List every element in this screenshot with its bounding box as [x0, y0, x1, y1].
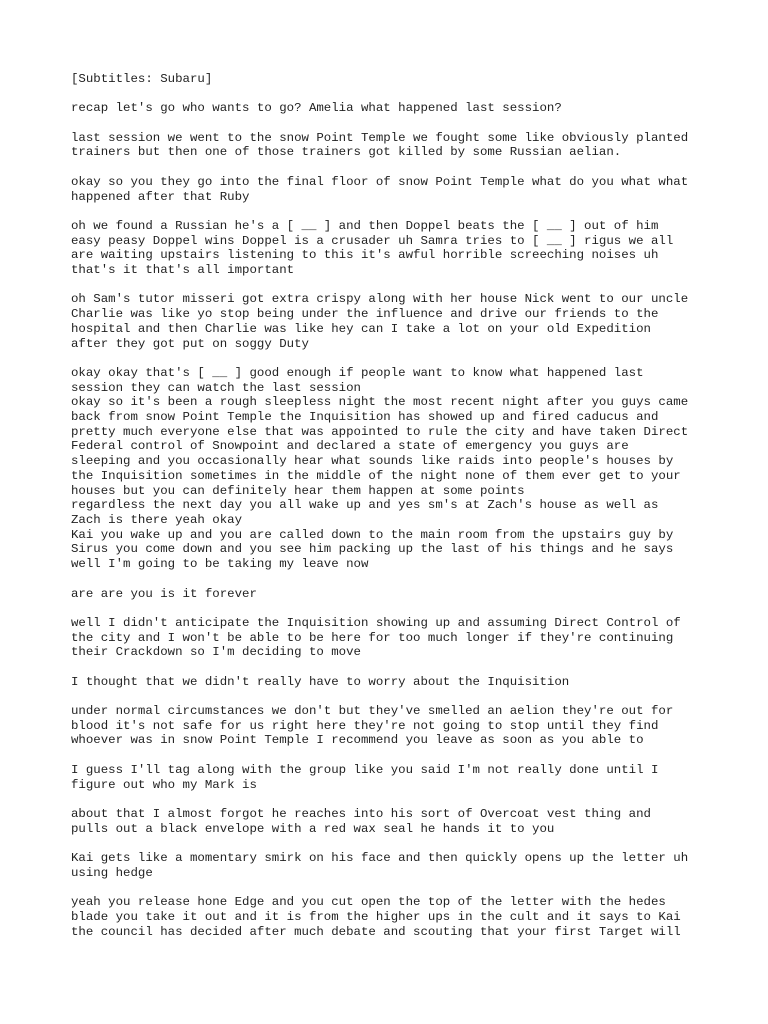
transcript-paragraph: oh we found a Russian he's a [ __ ] and then Doppel beats the [ __ ] out of him easy peasy Doppel wins Doppel is a crusader uh Samra tries to [ __ ] rigus we all are waiting upstairs listening to this it's awful horrible screeching noises uh that's it that's all important	[71, 218, 674, 278]
transcript-paragraph: well I didn't anticipate the Inquisition showing up and assuming Direct Control of the city and I won't be able to be here for too much longer if they're continuing their Crackdown so I'm deciding to move	[71, 615, 681, 660]
subtitle-credit: [Subtitles: Subaru]	[71, 72, 213, 86]
transcript-paragraph: okay so it's been a rough sleepless night the most recent night after you guys came back from snow Point Temple the Inquisition has showed up and fired caducus and pretty much everyone else that was appointed to rule the city and have taken Direct Federal control of Snowpoint and declared a state of emergency you guys are sleeping and you occasionally hear what sounds like raids into people's houses by the Inquisition sometimes in the middle of the night none of them ever get to your houses but you can definitely hear them happen at some points	[71, 395, 689, 498]
transcript-paragraph: Kai you wake up and you are called down to the main room from the upstairs guy by Sirus you come down and you see him packing up the last of his things and he says well I'm going to be taking my leave now	[71, 527, 674, 572]
transcript-paragraph: okay okay that's [ __ ] good enough if people want to know what happened last session they can watch the last session	[71, 365, 644, 395]
transcript-paragraph: regardless the next day you all wake up and yes sm's at Zach's house as well as Zach is there yeah okay	[71, 498, 659, 527]
transcript-paragraph: recap let's go who wants to go? Amelia what happened last session?	[71, 101, 562, 116]
transcript-paragraph: oh Sam's tutor misseri got extra crispy along with her house Nick went to our uncle Charlie was like yo stop being under the influence and drive our friends to the hospital and then Charlie was like hey can I take a lot on your old Expedition after they got put on soggy Duty	[71, 292, 689, 351]
transcript-document	[71, 72, 731, 939]
transcript-paragraph: I guess I'll tag along with the group like you said I'm not really done until I figure out who my Mark is	[71, 762, 659, 792]
transcript-paragraph: Kai gets like a momentary smirk on his face and then quickly opens up the letter uh using hedge	[71, 851, 689, 880]
transcript-paragraph: are are you is it forever	[71, 586, 257, 601]
transcript-paragraph: about that I almost forgot he reaches into his sort of Overcoat vest thing and pulls out a black envelope with a red wax seal he hands it to you	[71, 806, 651, 836]
transcript-paragraph: under normal circumstances we don't but they've smelled an aelion they're out for blood it's not safe for us right here they're not going to stop until they find whoever was in snow Point Temple I recommend you leave as soon as you able to	[71, 704, 674, 748]
transcript-paragraph: yeah you release hone Edge and you cut open the top of the letter with the hedes blade you take it out and it is from the higher ups in the cult and it says to Kai the council has decided after much debate and scouting that your first Target will	[71, 895, 681, 939]
transcript-paragraph: I thought that we didn't really have to worry about the Inquisition	[71, 674, 570, 689]
transcript-paragraph: okay so you they go into the final floor of snow Point Temple what do you what what happened after that Ruby	[71, 174, 689, 204]
transcript-paragraph: last session we went to the snow Point Temple we fought some like obviously planted trainers but then one of those trainers got killed by some Russian aelian.	[71, 130, 689, 160]
